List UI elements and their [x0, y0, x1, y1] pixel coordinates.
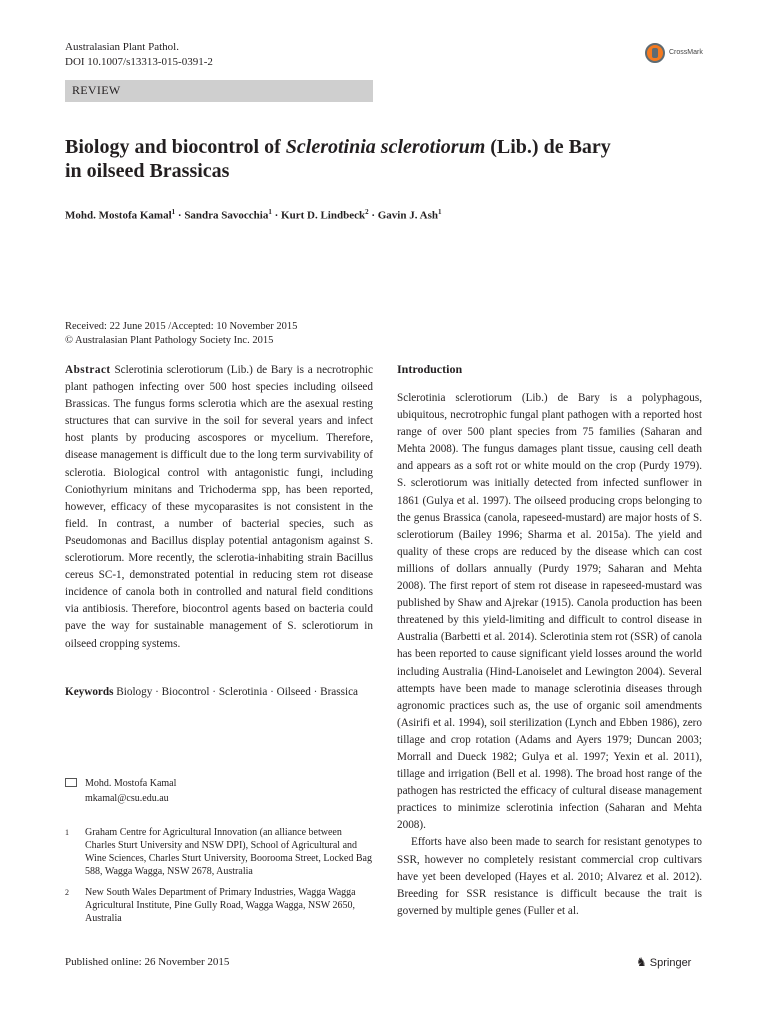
- envelope-icon: [65, 778, 77, 787]
- author[interactable]: Mohd. Mostofa Kamal: [65, 209, 172, 222]
- doi[interactable]: DOI 10.1007/s13313-015-0391-2: [65, 56, 213, 68]
- publisher-name: Springer: [649, 957, 692, 969]
- crossmark-logo[interactable]: [640, 42, 710, 66]
- title-line2: in oilseed Brassicas: [65, 160, 230, 182]
- publisher-logo: [636, 955, 691, 969]
- intro-paragraph: Efforts have also been made to search for resistant genotypes to SSR, however no completely resistant commercial crop cultivars have yet been developed (Hayes et al. 2010; Alvarez et al. 2012). Breeding for SSR resistance is difficult because the trait is governed by multiple genes (Fuller et al.: [397, 836, 702, 917]
- crossmark-label: CrossMark: [669, 49, 703, 56]
- title-italic: Sclerotinia sclerotiorum: [285, 136, 486, 158]
- copyright: © Australasian Plant Pathology Society Inc. 2015: [65, 335, 274, 346]
- abstract: [65, 362, 373, 653]
- author-aff: 2: [365, 208, 369, 216]
- keywords: [65, 684, 373, 701]
- author-aff: 1: [171, 208, 176, 216]
- crossmark-icon: [645, 43, 665, 63]
- section-label: REVIEW: [72, 83, 121, 97]
- journal-name: Australasian Plant Pathol.: [65, 41, 179, 53]
- correspondence-email[interactable]: mkamal@csu.edu.au: [85, 793, 169, 804]
- affiliation-2: [65, 886, 373, 925]
- section-label-bar: [65, 80, 373, 102]
- abstract-label: Abstract: [65, 364, 111, 376]
- affiliation-text: Graham Centre for Agricultural Innovation (an alliance between Charles Sturt University and NSW DPI), School of Agricultural and Wine Sciences, Charles Sturt University, Boorooma Street, Locked Bag 588, Wagga Wagga, NSW 2678, Australia: [85, 827, 372, 877]
- author[interactable]: Kurt D. Lindbeck: [281, 209, 366, 222]
- abstract-text: Sclerotinia sclerotiorum (Lib.) de Bary is a necrotrophic plant pathogen infecting over 500 host species including oilseed Brassicas. The fungus forms sclerotia which are the asexual resting structures that can survive in the soil for several years and infect host plants by producing ascospores or mycelium. Therefore, disease management is difficult due to the long term survivability of sclerotia. Biological control with antagonistic fungi, including Coniothyrium minitans and Trichoderma spp, has been reported, however, efficacy of these mycoparasites is not consistent in the field. In contrast, a number of bacterial species, such as Pseudomonas and Bacillus display potential antagonism against S. sclerotiorum. More recently, the sclerotia-inhabiting strain Bacillus cereus SC-1, demonstrated potential in reducing stem rot disease incidence of canola both in controlled and natural field conditions via antibiosis. Therefore, biocontrol agents based on bacteria could pave the way for sustainable management of S. sclerotiorum in oilseed cropping systems.: [65, 364, 374, 650]
- article-dates: [65, 320, 297, 348]
- introduction-body: [397, 390, 702, 920]
- keywords-text: Biology · Biocontrol · Sclerotinia · Oilseed · Brassica: [116, 686, 359, 698]
- published-online: Published online: 26 November 2015: [65, 956, 230, 968]
- affiliation-text: New South Wales Department of Primary Industries, Wagga Wagga Agricultural Institute, Pine Gully Road, Wagga Wagga, NSW 2650, Australia: [85, 887, 356, 924]
- introduction-heading: Introduction: [397, 362, 463, 376]
- author-list: Mohd. Mostofa Kamal$^1$ · Sandra Savocchia$^1$ · Kurt D. Lindbeck$^2$ · Gavin J. Ash$^1$: [65, 208, 442, 222]
- intro-paragraph: Sclerotinia sclerotiorum (Lib.) de Bary is a polyphagous, ubiquitous, necrotrophic fungal plant pathogen with a reported host range of over 500 plant species from 75 families (Saharan and Mehta 2008). The fungus damages plant tissue, causing cell death and appears as a soft rot or white mould on the crop (Purdy 1979). S. sclerotiorum was initially detected from infected sunflower in 1861 (Gulya et al. 1997). The oilseed producing crops belonging to the genus Brassica (canola, rapeseed-mustard) are major hosts of S. sclerotiorum (Bailey 1996; Sharma et al. 2015a). The yield and quality of these crops are reduced by the disease which can cost millions of dollars annually (Purdy 1979; Saharan and Mehta 2008). The first report of stem rot disease in rapeseed-mustard was published by Shaw and Ajrekar (1915). Canola production has been threatened by this yield-limiting and difficult to control disease in Australia (Barbetti et al. 2014). Sclerotinia stem rot (SSR) of canola has been reported to cause significant yield losses around the world including Australia (Hind-Lanoiselet and Lewington 2004). Several attempts have been made to manage sclerotinia diseases through agronomic practices such as, the use of organic soil amendments (Asirifi et al. 1994), soil sterilization (Lynch and Ebben 1986), zero tillage and crop rotation (Adams and Ayers 1979; Duncan 2003; Morrall and Dueck 1982; Gulya et al. 1997; Yexin et al. 2011), tillage and irrigation (Bell et al. 1998). The broad host range of the pathogen has restricted the efficacy of cultural disease management practices to minimize sclerotinia infection (Saharan and Mehta 2008).: [397, 392, 702, 832]
- title-part1: Biology and biocontrol of: [65, 136, 286, 158]
- author[interactable]: Gavin J. Ash: [377, 209, 438, 222]
- correspondence-name: Mohd. Mostofa Kamal: [85, 778, 177, 789]
- correspondence: [65, 776, 373, 806]
- article-title: [65, 135, 705, 183]
- affiliation-1: [65, 826, 373, 878]
- title-part2: (Lib.) de Bary: [485, 136, 611, 158]
- affiliation-number: 1: [65, 828, 69, 837]
- keywords-label: Keywords: [65, 686, 114, 698]
- affiliation-number: 2: [65, 888, 69, 897]
- received-accepted: Received: 22 June 2015 /Accepted: 10 November 2015: [65, 321, 298, 332]
- author-aff: 1: [268, 208, 272, 216]
- springer-horse-icon: ♞: [636, 955, 647, 969]
- author-aff: 1: [437, 208, 442, 216]
- author[interactable]: Sandra Savocchia: [184, 209, 269, 222]
